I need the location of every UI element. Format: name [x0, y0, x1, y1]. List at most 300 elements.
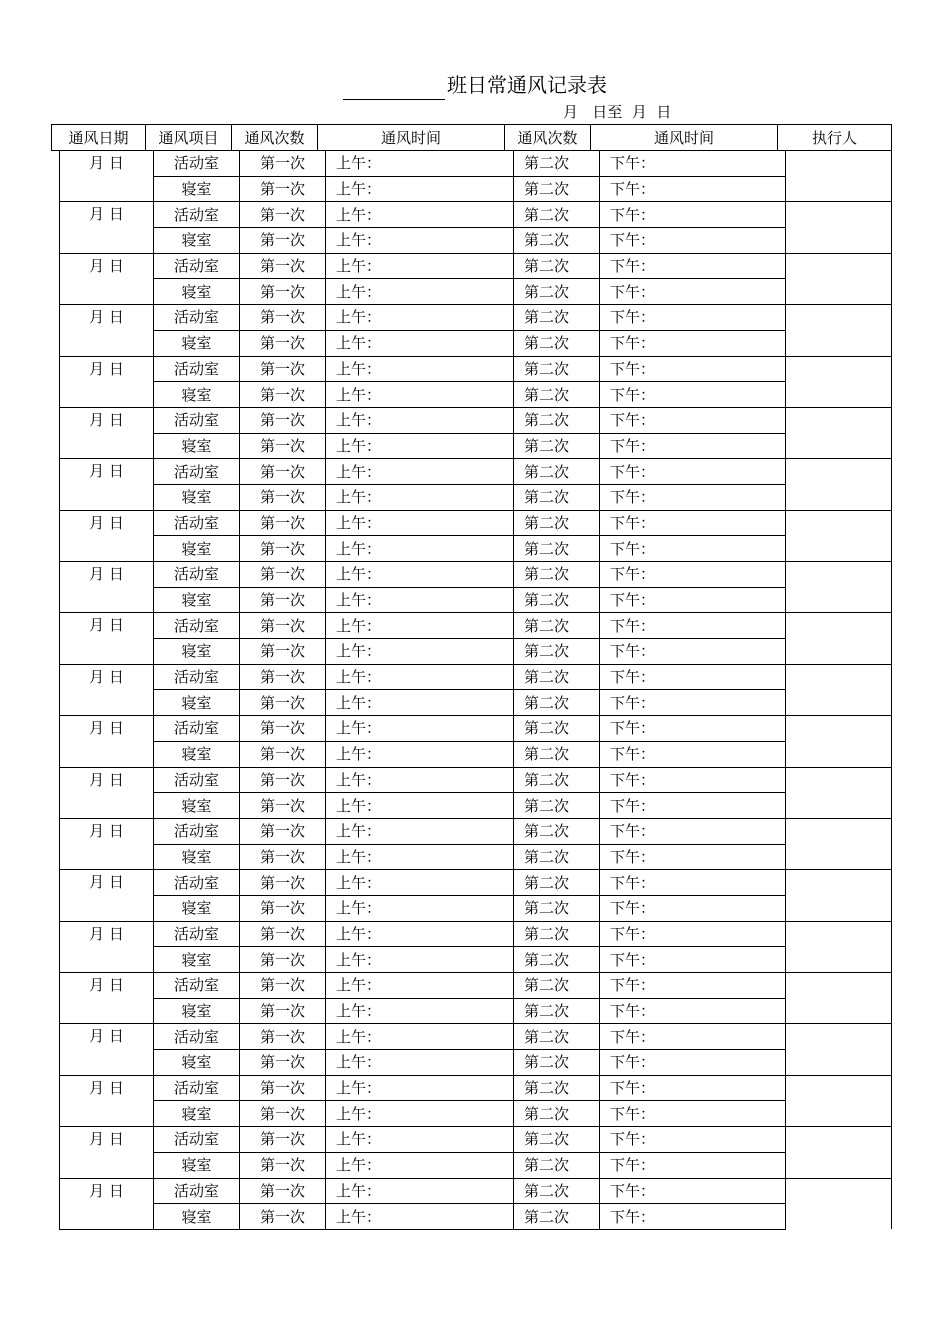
time-cell-pm[interactable]: 下午： — [600, 793, 786, 819]
executor-cell[interactable] — [786, 973, 892, 1024]
table-row — [60, 1204, 892, 1230]
time-cell-am[interactable]: 上午： — [326, 202, 514, 228]
time-cell-am[interactable]: 上午： — [326, 639, 514, 665]
item-cell-bedroom: 寝室 — [154, 382, 240, 408]
time-cell-am[interactable]: 上午： — [326, 587, 514, 613]
count-cell-second: 第二次 — [514, 484, 600, 510]
date-cell[interactable]: 月 日 — [60, 664, 154, 715]
count-cell-first: 第一次 — [240, 1050, 326, 1076]
time-cell-am[interactable]: 上午： — [326, 1152, 514, 1178]
item-cell-bedroom: 寝室 — [154, 1204, 240, 1230]
count-cell-second: 第二次 — [514, 459, 600, 485]
executor-cell[interactable] — [786, 202, 892, 253]
time-cell-am[interactable]: 上午： — [326, 305, 514, 331]
time-cell-am[interactable]: 上午： — [326, 947, 514, 973]
executor-cell[interactable] — [786, 459, 892, 510]
count-cell-second: 第二次 — [514, 1050, 600, 1076]
time-cell-am[interactable]: 上午： — [326, 1178, 514, 1204]
item-cell-activity-room: 活动室 — [154, 407, 240, 433]
count-cell-first: 第一次 — [240, 202, 326, 228]
count-cell-second: 第二次 — [514, 228, 600, 254]
time-cell-am[interactable]: 上午： — [326, 151, 514, 177]
executor-cell[interactable] — [786, 305, 892, 356]
time-cell-am[interactable]: 上午： — [326, 536, 514, 562]
date-cell[interactable]: 月 日 — [60, 818, 154, 869]
header-row — [52, 125, 892, 151]
item-cell-activity-room: 活动室 — [154, 870, 240, 896]
table-row — [60, 639, 892, 665]
count-cell-first: 第一次 — [240, 151, 326, 177]
table-row — [60, 921, 892, 947]
item-cell-activity-room: 活动室 — [154, 562, 240, 588]
header-executor: 执行人 — [778, 125, 892, 151]
count-cell-first: 第一次 — [240, 870, 326, 896]
executor-cell[interactable] — [786, 921, 892, 972]
item-cell-bedroom: 寝室 — [154, 998, 240, 1024]
time-cell-am[interactable]: 上午： — [326, 407, 514, 433]
time-cell-am[interactable]: 上午： — [326, 998, 514, 1024]
count-cell-first: 第一次 — [240, 1101, 326, 1127]
item-cell-bedroom: 寝室 — [154, 690, 240, 716]
table-row — [60, 690, 892, 716]
item-cell-bedroom: 寝室 — [154, 330, 240, 356]
count-cell-second: 第二次 — [514, 407, 600, 433]
time-cell-am[interactable]: 上午： — [326, 176, 514, 202]
time-cell-am[interactable]: 上午： — [326, 1050, 514, 1076]
executor-cell[interactable] — [786, 151, 892, 202]
table-row — [60, 459, 892, 485]
table-row — [60, 228, 892, 254]
item-cell-bedroom: 寝室 — [154, 176, 240, 202]
date-cell[interactable]: 月 日 — [60, 1178, 154, 1229]
time-cell-am[interactable]: 上午： — [326, 459, 514, 485]
count-cell-first: 第一次 — [240, 1024, 326, 1050]
time-cell-am[interactable]: 上午： — [326, 741, 514, 767]
time-cell-pm[interactable]: 下午： — [600, 921, 786, 947]
time-cell-pm[interactable]: 下午： — [600, 973, 786, 999]
time-cell-pm[interactable]: 下午： — [600, 818, 786, 844]
item-cell-activity-room: 活动室 — [154, 151, 240, 177]
executor-cell[interactable] — [786, 870, 892, 921]
time-cell-am[interactable]: 上午： — [326, 279, 514, 305]
time-cell-pm[interactable]: 下午： — [600, 562, 786, 588]
executor-cell[interactable] — [786, 664, 892, 715]
time-cell-am[interactable]: 上午： — [326, 921, 514, 947]
table-row — [60, 536, 892, 562]
executor-cell[interactable] — [786, 818, 892, 869]
time-cell-pm[interactable]: 下午： — [600, 767, 786, 793]
item-cell-activity-room: 活动室 — [154, 613, 240, 639]
count-cell-first: 第一次 — [240, 510, 326, 536]
count-cell-second: 第二次 — [514, 1178, 600, 1204]
date-cell[interactable]: 月 日 — [60, 407, 154, 458]
time-cell-pm[interactable]: 下午： — [600, 947, 786, 973]
count-cell-first: 第一次 — [240, 690, 326, 716]
time-cell-pm[interactable]: 下午： — [600, 433, 786, 459]
count-cell-second: 第二次 — [514, 690, 600, 716]
time-cell-pm[interactable]: 下午： — [600, 1075, 786, 1101]
item-cell-activity-room: 活动室 — [154, 716, 240, 742]
item-cell-activity-room: 活动室 — [154, 664, 240, 690]
executor-cell[interactable] — [786, 407, 892, 458]
date-cell[interactable]: 月 日 — [60, 1075, 154, 1126]
count-cell-first: 第一次 — [240, 330, 326, 356]
count-cell-first: 第一次 — [240, 716, 326, 742]
table-row — [60, 818, 892, 844]
time-cell-pm[interactable]: 下午： — [600, 716, 786, 742]
time-cell-pm[interactable]: 下午： — [600, 690, 786, 716]
item-cell-bedroom: 寝室 — [154, 484, 240, 510]
table-row — [60, 1075, 892, 1101]
date-cell[interactable]: 月 日 — [60, 356, 154, 407]
date-cell[interactable]: 月 日 — [60, 459, 154, 510]
time-cell-am[interactable]: 上午： — [326, 1101, 514, 1127]
count-cell-second: 第二次 — [514, 1152, 600, 1178]
table-row — [60, 1152, 892, 1178]
table-row — [60, 279, 892, 305]
count-cell-second: 第二次 — [514, 382, 600, 408]
table-row — [60, 356, 892, 382]
count-cell-first: 第一次 — [240, 973, 326, 999]
time-cell-pm[interactable]: 下午： — [600, 1152, 786, 1178]
table-row — [60, 202, 892, 228]
item-cell-activity-room: 活动室 — [154, 921, 240, 947]
count-cell-second: 第二次 — [514, 613, 600, 639]
table-row — [60, 484, 892, 510]
count-cell-first: 第一次 — [240, 664, 326, 690]
count-cell-first: 第一次 — [240, 228, 326, 254]
date-cell[interactable]: 月 日 — [60, 1127, 154, 1178]
time-cell-am[interactable]: 上午： — [326, 973, 514, 999]
executor-cell[interactable] — [786, 716, 892, 767]
item-cell-bedroom: 寝室 — [154, 741, 240, 767]
count-cell-second: 第二次 — [514, 818, 600, 844]
count-cell-first: 第一次 — [240, 253, 326, 279]
item-cell-activity-room: 活动室 — [154, 459, 240, 485]
count-cell-first: 第一次 — [240, 587, 326, 613]
time-cell-pm[interactable]: 下午： — [600, 1204, 786, 1230]
header-date: 通风日期 — [52, 125, 146, 151]
time-cell-am[interactable]: 上午： — [326, 1075, 514, 1101]
count-cell-first: 第一次 — [240, 459, 326, 485]
count-cell-second: 第二次 — [514, 1024, 600, 1050]
count-cell-first: 第一次 — [240, 1127, 326, 1153]
time-cell-am[interactable]: 上午： — [326, 895, 514, 921]
count-cell-first: 第一次 — [240, 562, 326, 588]
table-row — [60, 664, 892, 690]
time-cell-pm[interactable]: 下午： — [600, 510, 786, 536]
count-cell-second: 第二次 — [514, 664, 600, 690]
count-cell-first: 第一次 — [240, 1152, 326, 1178]
item-cell-activity-room: 活动室 — [154, 305, 240, 331]
table-row — [60, 1050, 892, 1076]
time-cell-am[interactable]: 上午： — [326, 382, 514, 408]
time-cell-pm[interactable]: 下午： — [600, 870, 786, 896]
time-cell-pm[interactable]: 下午： — [600, 895, 786, 921]
count-cell-first: 第一次 — [240, 947, 326, 973]
count-cell-first: 第一次 — [240, 844, 326, 870]
item-cell-activity-room: 活动室 — [154, 356, 240, 382]
item-cell-bedroom: 寝室 — [154, 587, 240, 613]
item-cell-bedroom: 寝室 — [154, 793, 240, 819]
time-cell-am[interactable]: 上午： — [326, 767, 514, 793]
time-cell-pm[interactable]: 下午： — [600, 407, 786, 433]
count-cell-second: 第二次 — [514, 510, 600, 536]
time-cell-am[interactable]: 上午： — [326, 793, 514, 819]
executor-cell[interactable] — [786, 562, 892, 613]
count-cell-second: 第二次 — [514, 921, 600, 947]
item-cell-bedroom: 寝室 — [154, 844, 240, 870]
date-cell[interactable]: 月 日 — [60, 1024, 154, 1075]
time-cell-pm[interactable]: 下午： — [600, 1101, 786, 1127]
count-cell-second: 第二次 — [514, 716, 600, 742]
count-cell-second: 第二次 — [514, 1075, 600, 1101]
count-cell-second: 第二次 — [514, 870, 600, 896]
time-cell-am[interactable]: 上午： — [326, 870, 514, 896]
executor-cell[interactable] — [786, 1127, 892, 1178]
count-cell-first: 第一次 — [240, 382, 326, 408]
time-cell-am[interactable]: 上午： — [326, 228, 514, 254]
time-cell-pm[interactable]: 下午： — [600, 228, 786, 254]
table-row — [60, 767, 892, 793]
form-title-text: 班日常通风记录表 — [447, 73, 607, 97]
count-cell-second: 第二次 — [514, 356, 600, 382]
count-cell-first: 第一次 — [240, 536, 326, 562]
item-cell-bedroom: 寝室 — [154, 639, 240, 665]
time-cell-am[interactable]: 上午： — [326, 562, 514, 588]
count-cell-first: 第一次 — [240, 279, 326, 305]
header-time-1: 通风时间 — [318, 125, 505, 151]
date-cell[interactable]: 月 日 — [60, 562, 154, 613]
time-cell-am[interactable]: 上午： — [326, 433, 514, 459]
item-cell-bedroom: 寝室 — [154, 947, 240, 973]
count-cell-second: 第二次 — [514, 741, 600, 767]
count-cell-second: 第二次 — [514, 844, 600, 870]
count-cell-first: 第一次 — [240, 356, 326, 382]
count-cell-second: 第二次 — [514, 305, 600, 331]
time-cell-pm[interactable]: 下午： — [600, 279, 786, 305]
header-count-1: 通风次数 — [232, 125, 318, 151]
date-cell[interactable]: 月 日 — [60, 973, 154, 1024]
header-count-2: 通风次数 — [505, 125, 591, 151]
time-cell-pm[interactable]: 下午： — [600, 382, 786, 408]
table-row — [60, 1178, 892, 1204]
time-cell-pm[interactable]: 下午： — [600, 1178, 786, 1204]
count-cell-second: 第二次 — [514, 587, 600, 613]
count-cell-second: 第二次 — [514, 330, 600, 356]
count-cell-first: 第一次 — [240, 1204, 326, 1230]
time-cell-pm[interactable]: 下午： — [600, 1127, 786, 1153]
item-cell-bedroom: 寝室 — [154, 1101, 240, 1127]
table-row — [60, 716, 892, 742]
count-cell-second: 第二次 — [514, 176, 600, 202]
executor-cell[interactable] — [786, 1075, 892, 1126]
count-cell-first: 第一次 — [240, 176, 326, 202]
count-cell-second: 第二次 — [514, 202, 600, 228]
time-cell-pm[interactable]: 下午： — [600, 844, 786, 870]
time-cell-pm[interactable]: 下午： — [600, 1050, 786, 1076]
time-cell-pm[interactable]: 下午： — [600, 664, 786, 690]
table-row — [60, 305, 892, 331]
count-cell-first: 第一次 — [240, 639, 326, 665]
item-cell-bedroom: 寝室 — [154, 1152, 240, 1178]
time-cell-am[interactable]: 上午： — [326, 1024, 514, 1050]
table-row — [60, 382, 892, 408]
time-cell-pm[interactable]: 下午： — [600, 305, 786, 331]
item-cell-bedroom: 寝室 — [154, 895, 240, 921]
count-cell-first: 第一次 — [240, 305, 326, 331]
count-cell-first: 第一次 — [240, 484, 326, 510]
time-cell-pm[interactable]: 下午： — [600, 253, 786, 279]
count-cell-second: 第二次 — [514, 1204, 600, 1230]
item-cell-activity-room: 活动室 — [154, 973, 240, 999]
count-cell-second: 第二次 — [514, 151, 600, 177]
time-cell-pm[interactable]: 下午： — [600, 459, 786, 485]
time-cell-am[interactable]: 上午： — [326, 844, 514, 870]
count-cell-first: 第一次 — [240, 818, 326, 844]
date-cell[interactable]: 月 日 — [60, 253, 154, 304]
count-cell-first: 第一次 — [240, 1075, 326, 1101]
table-row — [60, 253, 892, 279]
time-cell-am[interactable]: 上午： — [326, 613, 514, 639]
item-cell-activity-room: 活动室 — [154, 1127, 240, 1153]
item-cell-activity-room: 活动室 — [154, 202, 240, 228]
table-row — [60, 330, 892, 356]
time-cell-am[interactable]: 上午： — [326, 510, 514, 536]
item-cell-bedroom: 寝室 — [154, 433, 240, 459]
time-cell-pm[interactable]: 下午： — [600, 330, 786, 356]
count-cell-second: 第二次 — [514, 998, 600, 1024]
table-row — [60, 510, 892, 536]
count-cell-first: 第一次 — [240, 407, 326, 433]
executor-cell[interactable] — [786, 356, 892, 407]
class-name-blank[interactable] — [343, 77, 445, 100]
table-row — [60, 947, 892, 973]
date-cell[interactable]: 月 日 — [60, 305, 154, 356]
time-cell-am[interactable]: 上午： — [326, 484, 514, 510]
time-cell-am[interactable]: 上午： — [326, 330, 514, 356]
time-cell-pm[interactable]: 下午： — [600, 484, 786, 510]
date-cell[interactable]: 月 日 — [60, 767, 154, 818]
header-table — [51, 124, 892, 151]
date-cell[interactable]: 月 日 — [60, 202, 154, 253]
date-cell[interactable]: 月 日 — [60, 870, 154, 921]
executor-cell[interactable] — [786, 1178, 892, 1229]
table-row — [60, 844, 892, 870]
item-cell-activity-room: 活动室 — [154, 1178, 240, 1204]
time-cell-pm[interactable]: 下午： — [600, 176, 786, 202]
table-row — [60, 562, 892, 588]
count-cell-second: 第二次 — [514, 895, 600, 921]
table-row — [60, 1127, 892, 1153]
table-row — [60, 151, 892, 177]
count-cell-first: 第一次 — [240, 895, 326, 921]
table-row — [60, 895, 892, 921]
item-cell-activity-room: 活动室 — [154, 1024, 240, 1050]
time-cell-pm[interactable]: 下午： — [600, 356, 786, 382]
count-cell-first: 第一次 — [240, 767, 326, 793]
table-row — [60, 613, 892, 639]
form-title — [0, 70, 950, 100]
date-cell[interactable]: 月 日 — [60, 716, 154, 767]
count-cell-second: 第二次 — [514, 536, 600, 562]
time-cell-am[interactable]: 上午： — [326, 253, 514, 279]
count-cell-first: 第一次 — [240, 433, 326, 459]
time-cell-am[interactable]: 上午： — [326, 818, 514, 844]
time-cell-am[interactable]: 上午： — [326, 1204, 514, 1230]
date-cell[interactable]: 月 日 — [60, 510, 154, 561]
count-cell-second: 第二次 — [514, 639, 600, 665]
table-row — [60, 741, 892, 767]
time-cell-pm[interactable]: 下午： — [600, 587, 786, 613]
executor-cell[interactable] — [786, 253, 892, 304]
executor-cell[interactable] — [786, 767, 892, 818]
count-cell-second: 第二次 — [514, 793, 600, 819]
table-row — [60, 1024, 892, 1050]
count-cell-second: 第二次 — [514, 253, 600, 279]
time-cell-pm[interactable]: 下午： — [600, 536, 786, 562]
count-cell-second: 第二次 — [514, 947, 600, 973]
time-cell-pm[interactable]: 下午： — [600, 998, 786, 1024]
item-cell-activity-room: 活动室 — [154, 253, 240, 279]
count-cell-first: 第一次 — [240, 1178, 326, 1204]
item-cell-activity-room: 活动室 — [154, 510, 240, 536]
ventilation-record-table — [59, 150, 892, 1230]
item-cell-bedroom: 寝室 — [154, 536, 240, 562]
table-row — [60, 1101, 892, 1127]
executor-cell[interactable] — [786, 510, 892, 561]
table-row — [60, 793, 892, 819]
item-cell-bedroom: 寝室 — [154, 279, 240, 305]
time-cell-pm[interactable]: 下午： — [600, 1024, 786, 1050]
count-cell-second: 第二次 — [514, 767, 600, 793]
time-cell-pm[interactable]: 下午： — [600, 202, 786, 228]
count-cell-first: 第一次 — [240, 741, 326, 767]
executor-cell[interactable] — [786, 613, 892, 664]
count-cell-first: 第一次 — [240, 613, 326, 639]
item-cell-activity-room: 活动室 — [154, 767, 240, 793]
time-cell-am[interactable]: 上午： — [326, 356, 514, 382]
time-cell-pm[interactable]: 下午： — [600, 151, 786, 177]
item-cell-bedroom: 寝室 — [154, 1050, 240, 1076]
time-cell-am[interactable]: 上午： — [326, 664, 514, 690]
date-range: 月 日至 月 日 — [563, 103, 672, 121]
header-time-2: 通风时间 — [591, 125, 778, 151]
date-cell[interactable]: 月 日 — [60, 151, 154, 202]
count-cell-second: 第二次 — [514, 562, 600, 588]
count-cell-second: 第二次 — [514, 279, 600, 305]
count-cell-first: 第一次 — [240, 921, 326, 947]
time-cell-am[interactable]: 上午： — [326, 716, 514, 742]
time-cell-pm[interactable]: 下午： — [600, 613, 786, 639]
time-cell-pm[interactable]: 下午： — [600, 639, 786, 665]
table-row — [60, 870, 892, 896]
table-row — [60, 407, 892, 433]
header-item: 通风项目 — [146, 125, 232, 151]
time-cell-am[interactable]: 上午： — [326, 690, 514, 716]
item-cell-bedroom: 寝室 — [154, 228, 240, 254]
table-row — [60, 433, 892, 459]
item-cell-activity-room: 活动室 — [154, 818, 240, 844]
time-cell-am[interactable]: 上午： — [326, 1127, 514, 1153]
time-cell-pm[interactable]: 下午： — [600, 741, 786, 767]
executor-cell[interactable] — [786, 1024, 892, 1075]
table-row — [60, 973, 892, 999]
count-cell-second: 第二次 — [514, 1127, 600, 1153]
date-cell[interactable]: 月 日 — [60, 613, 154, 664]
count-cell-first: 第一次 — [240, 793, 326, 819]
date-cell[interactable]: 月 日 — [60, 921, 154, 972]
